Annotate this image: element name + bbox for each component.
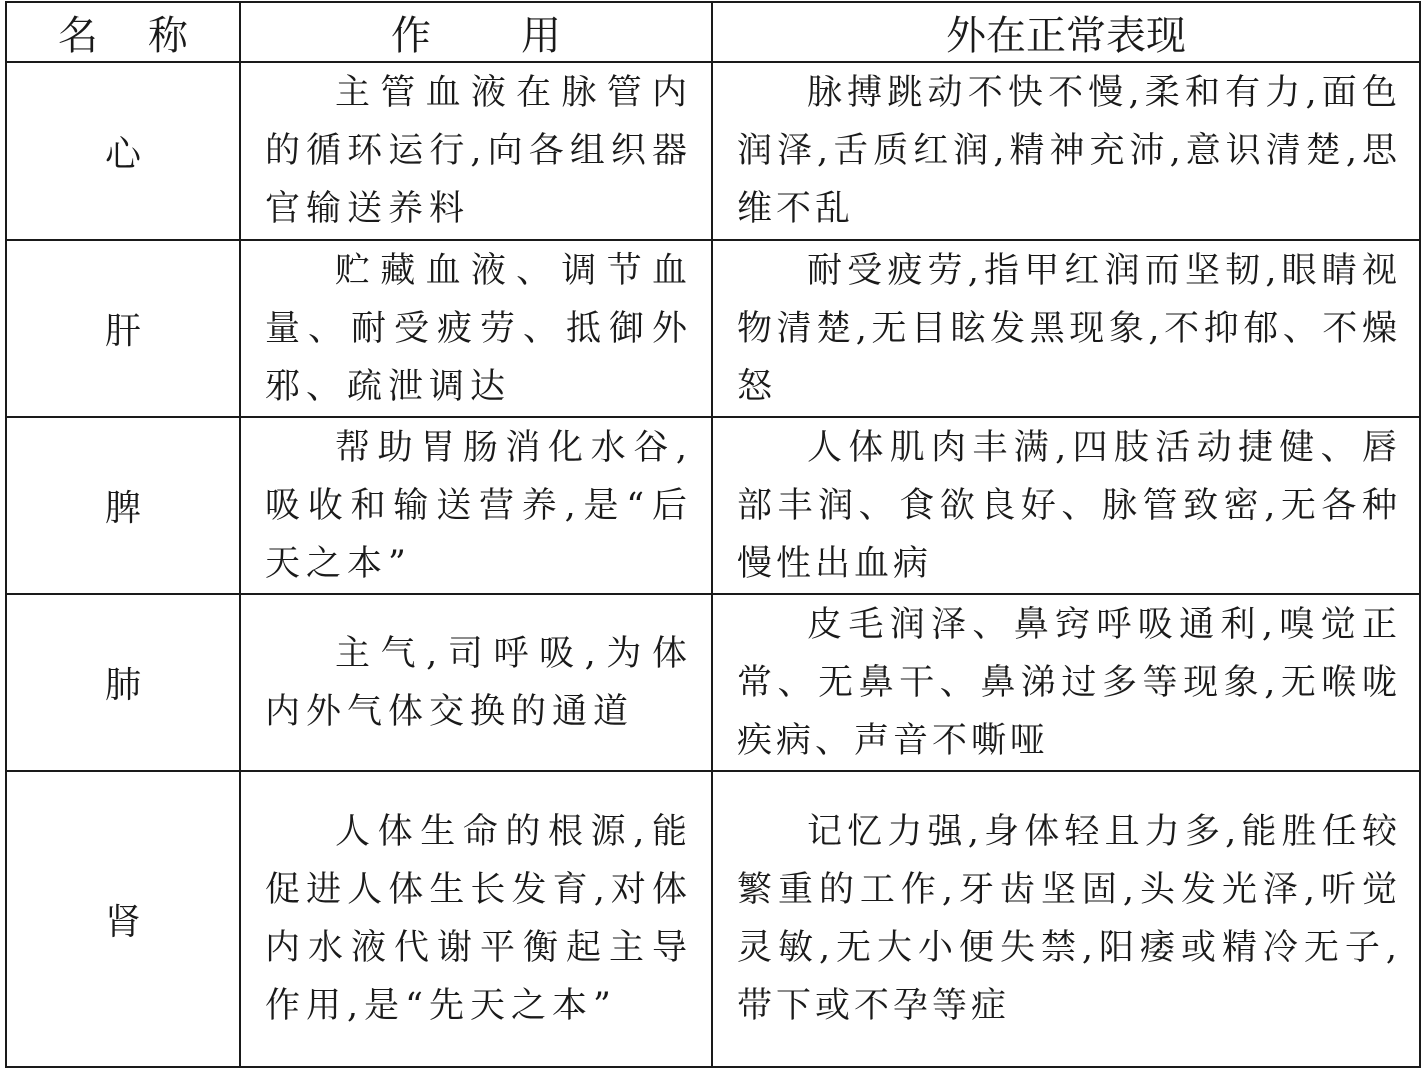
function-cell: 帮助胃肠消化水谷,吸收和输送营养,是“后天之本”: [240, 417, 712, 594]
table-row: [6, 62, 1420, 240]
table-row: [6, 240, 1420, 417]
organ-name-cell: 脾: [6, 417, 240, 594]
signs-cell: 脉搏跳动不快不慢,柔和有力,面色润泽,舌质红润,精神充沛,意识清楚,思维不乱: [712, 62, 1420, 240]
table-row: [6, 594, 1420, 771]
function-cell: 主管血液在脉管内的循环运行,向各组织器官输送养料: [240, 62, 712, 240]
signs-cell: 耐受疲劳,指甲红润而坚韧,眼睛视物清楚,无目眩发黑现象,不抑郁、不燥怒: [712, 240, 1420, 417]
signs-cell: 皮毛润泽、鼻窍呼吸通利,嗅觉正常、无鼻干、鼻涕过多等现象,无喉咙疾病、声音不嘶哑: [712, 594, 1420, 771]
organ-name-cell: 心: [6, 62, 240, 240]
function-cell: 主气,司呼吸,为体内外气体交换的通道: [240, 594, 712, 771]
header-name: 名称: [6, 2, 240, 62]
signs-cell: 记忆力强,身体轻且力多,能胜任较繁重的工作,牙齿坚固,头发光泽,听觉灵敏,无大小便失禁,阳痿或精冷无子,带下或不孕等症: [712, 771, 1420, 1067]
organ-function-table: [5, 1, 1421, 1068]
organ-name-cell: 肝: [6, 240, 240, 417]
table-row: [6, 417, 1420, 594]
organ-name-cell: 肺: [6, 594, 240, 771]
table-row: [6, 771, 1420, 1067]
function-cell: 贮藏血液、调节血量、耐受疲劳、抵御外邪、疏泄调达: [240, 240, 712, 417]
organ-table-wrapper: [5, 1, 1421, 1068]
header-signs: 外在正常表现: [712, 2, 1420, 62]
table-header-row: [6, 2, 1420, 62]
header-function: 作用: [240, 2, 712, 62]
signs-cell: 人体肌肉丰满,四肢活动捷健、唇部丰润、食欲良好、脉管致密,无各种慢性出血病: [712, 417, 1420, 594]
function-cell: 人体生命的根源,能促进人体生长发育,对体内水液代谢平衡起主导作用,是“先天之本”: [240, 771, 712, 1067]
organ-name-cell: 肾: [6, 771, 240, 1067]
